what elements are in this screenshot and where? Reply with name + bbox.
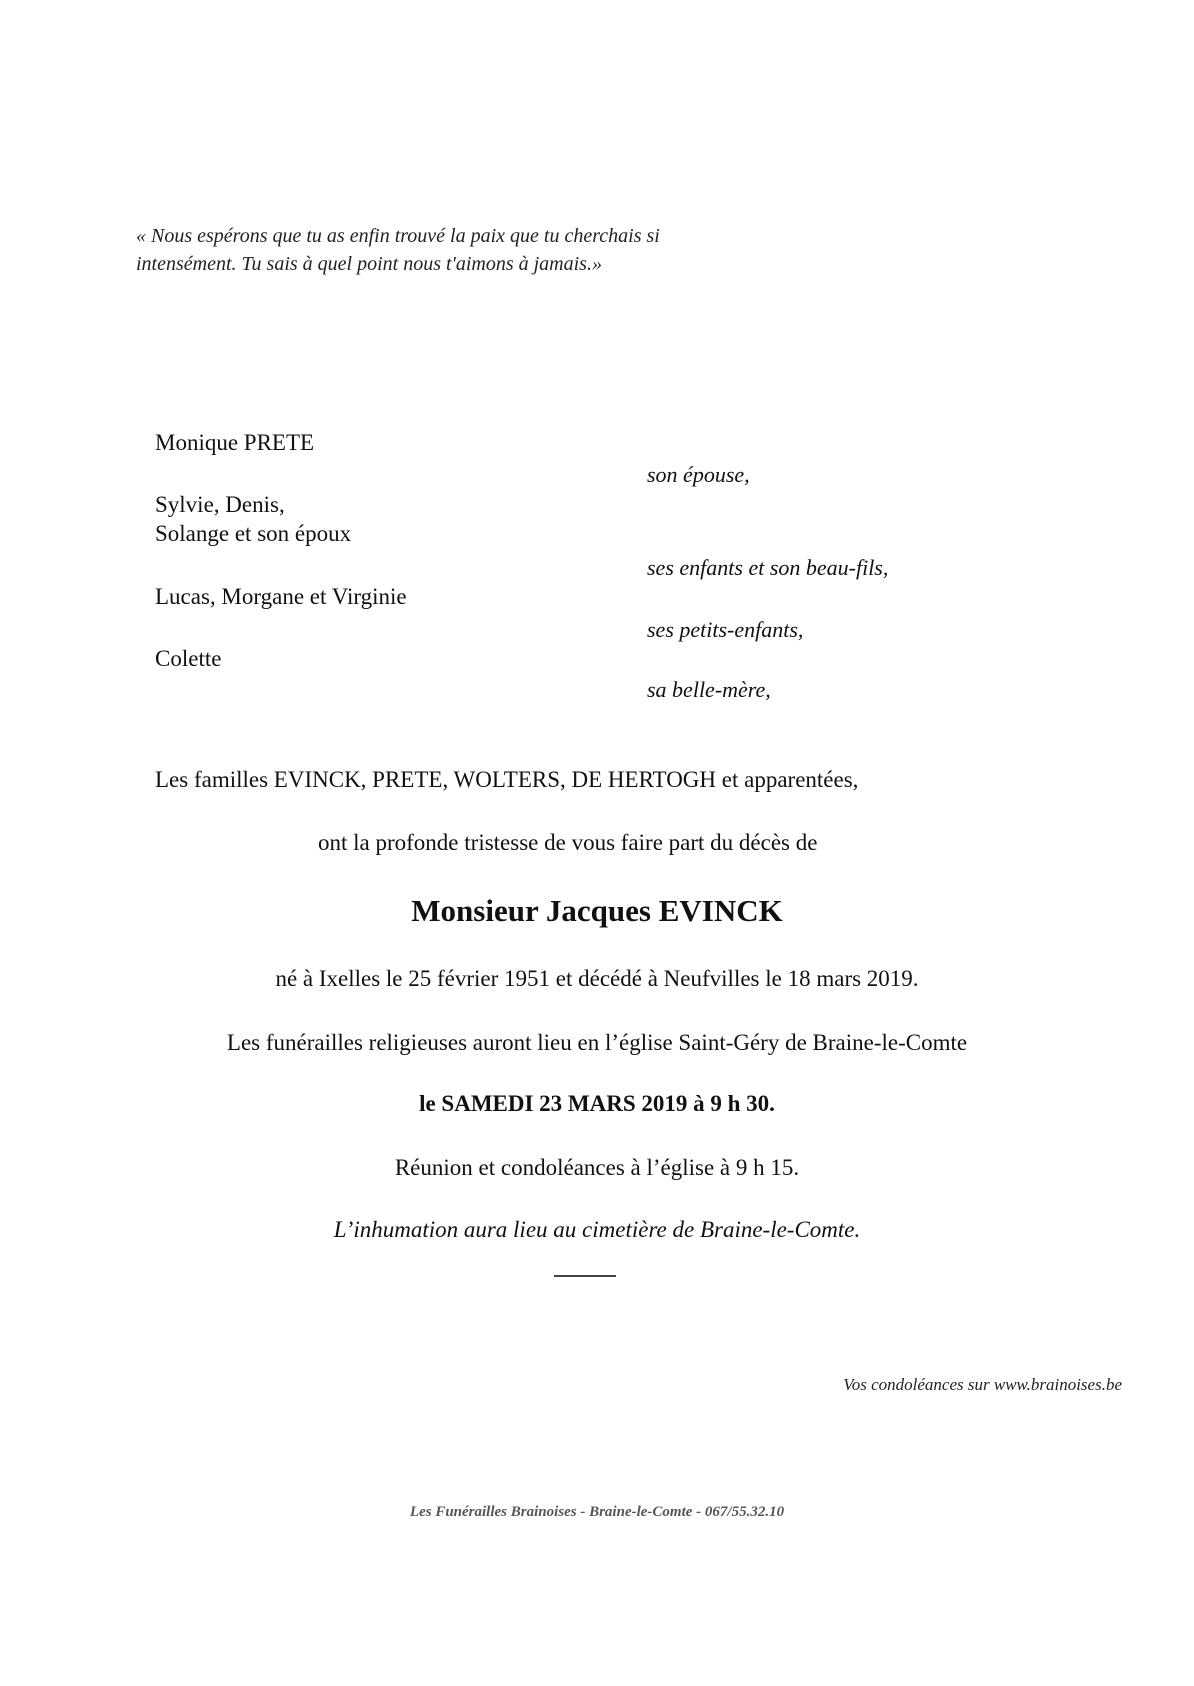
family-name: Sylvie, Denis, — [155, 492, 285, 517]
family-relation: ses enfants et son beau-fils, — [647, 555, 889, 580]
family-relation: son épouse, — [647, 462, 750, 487]
family-relation: sa belle-mère, — [647, 677, 771, 702]
family-name: Colette — [155, 646, 222, 671]
family-name: Solange et son époux — [155, 521, 352, 546]
family-name: Lucas, Morgane et Virginie — [155, 584, 407, 609]
families-line: Les familles EVINCK, PRETE, WOLTERS, DE HERTOGH et apparentées, — [155, 767, 859, 792]
quote-line-2: intensément. Tu sais à quel point nous t'aimons à jamais.» — [136, 253, 602, 275]
funeral-place-line: Les funérailles religieuses auront lieu en l’église Saint-Géry de Braine-le-Comte — [226, 1030, 968, 1055]
family-name: Monique PRETE — [155, 430, 315, 455]
birth-death-line: né à Ixelles le 25 février 1951 et décédé à Neufvilles le 18 mars 2019. — [275, 966, 919, 991]
gathering-line: Réunion et condoléances à l’église à 9 h 15. — [394, 1155, 800, 1180]
condolences-note: Vos condoléances sur www.brainoises.be — [843, 1375, 1122, 1394]
sorrow-line: ont la profonde tristesse de vous faire part du décès de — [318, 830, 818, 855]
divider-line — [554, 1275, 616, 1277]
funeral-date-line: le SAMEDI 23 MARS 2019 à 9 h 30. — [419, 1091, 775, 1116]
quote-line-1: « Nous espérons que tu as enfin trouvé la paix que tu cherchais si — [136, 225, 660, 247]
deceased-name: Monsieur Jacques EVINCK — [411, 893, 783, 928]
burial-line: L’inhumation aura lieu au cimetière de Braine-le-Comte. — [333, 1217, 861, 1242]
family-relation: ses petits-enfants, — [647, 617, 804, 642]
footer-funeral-home: Les Funérailles Brainoises - Braine-le-Comte - 067/55.32.10 — [409, 1504, 785, 1520]
